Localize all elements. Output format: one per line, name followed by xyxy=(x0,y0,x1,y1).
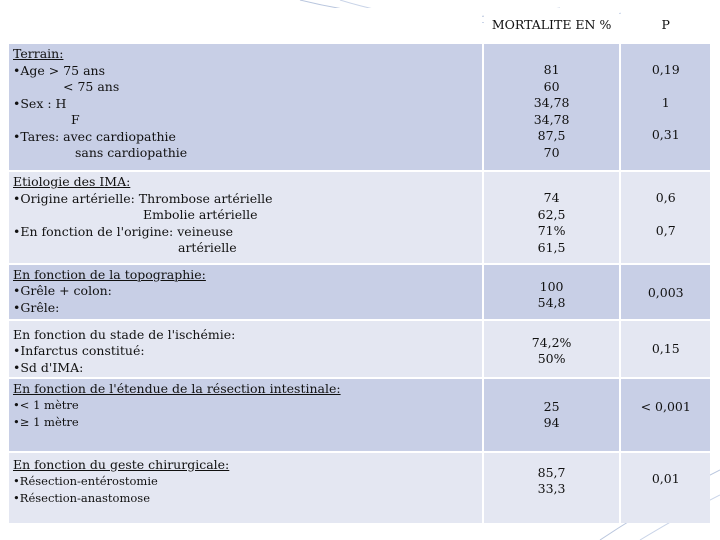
label-line: •Grêle: xyxy=(13,299,60,315)
value: 60 xyxy=(543,78,560,94)
label-line: < 75 ans xyxy=(63,79,120,95)
table-row xyxy=(9,44,710,170)
p-value: 0,003 xyxy=(647,284,684,300)
section-title: Terrain: xyxy=(13,46,64,62)
value: 50% xyxy=(537,351,566,367)
row-label xyxy=(9,172,482,262)
p-value: 0,19 xyxy=(651,62,680,78)
label-line: •Sex : H xyxy=(13,95,67,111)
label-line: F xyxy=(71,112,80,128)
section-title: En fonction du geste chirurgicale: xyxy=(13,456,230,472)
label-line: •Résection-entérostomie xyxy=(13,474,158,489)
mortality-values xyxy=(484,172,620,262)
mortality-values xyxy=(484,44,620,170)
label-line: Embolie artérielle xyxy=(143,207,258,223)
label-line: •≥ 1 mètre xyxy=(13,414,79,429)
p-values xyxy=(621,453,710,523)
p-value: 0,6 xyxy=(655,190,676,206)
section-title: En fonction de l'étendue de la résection intestinale: xyxy=(13,380,341,396)
value: 85,7 xyxy=(537,464,566,480)
header-p: P xyxy=(621,8,710,42)
label-line: •Résection-anastomose xyxy=(13,490,151,505)
p-values xyxy=(621,321,710,377)
row-label xyxy=(9,379,482,451)
table-row xyxy=(9,379,710,451)
value: 87,5 xyxy=(537,128,566,144)
mortality-values xyxy=(484,321,620,377)
p-value: 0,31 xyxy=(651,127,680,143)
header-mortality: MORTALITE EN % xyxy=(484,8,620,42)
p-value: 0,15 xyxy=(651,340,680,356)
label-line: •Grêle + colon: xyxy=(13,283,112,299)
label-line: •< 1 mètre xyxy=(13,398,79,413)
value: 34,78 xyxy=(533,111,570,127)
mortality-table xyxy=(7,6,712,525)
value: 70 xyxy=(543,144,560,160)
value: 94 xyxy=(543,415,560,431)
table-row xyxy=(9,265,710,319)
row-label xyxy=(9,453,482,523)
table-row xyxy=(9,453,710,523)
label-line: •En fonction de l'origine: veineuse xyxy=(13,223,234,239)
table-header-row xyxy=(9,8,710,42)
table-row xyxy=(9,321,710,377)
value: 62,5 xyxy=(537,206,566,222)
p-value: 1 xyxy=(661,94,670,110)
header-empty-cell xyxy=(9,8,482,42)
p-values xyxy=(621,44,710,170)
section-title: En fonction du stade de l'ischémie: xyxy=(13,326,236,342)
table-row xyxy=(9,172,710,262)
value: 100 xyxy=(539,278,564,294)
value: 71% xyxy=(537,223,566,239)
p-value: < 0,001 xyxy=(640,398,691,414)
mortality-values xyxy=(484,379,620,451)
value: 54,8 xyxy=(537,295,566,311)
label-line: sans cardiopathie xyxy=(75,145,188,161)
mortality-values xyxy=(484,265,620,319)
p-values xyxy=(621,265,710,319)
p-value: 0,01 xyxy=(651,470,680,486)
label-line: •Origine artérielle: Thrombose artérielle xyxy=(13,190,273,206)
value: 74,2% xyxy=(531,334,572,350)
value: 61,5 xyxy=(537,239,566,255)
p-values xyxy=(621,172,710,262)
value: 81 xyxy=(543,62,560,78)
value: 34,78 xyxy=(533,95,570,111)
label-line: •Tares: avec cardiopathie xyxy=(13,128,176,144)
section-title: Etiologie des IMA: xyxy=(13,174,131,190)
value: 33,3 xyxy=(537,481,566,497)
row-label xyxy=(9,321,482,377)
value: 25 xyxy=(543,398,560,414)
mortality-values xyxy=(484,453,620,523)
p-values xyxy=(621,379,710,451)
label-line: •Infarctus constitué: xyxy=(13,343,145,359)
section-title: En fonction de la topographie: xyxy=(13,266,206,282)
label-line: •Age > 75 ans xyxy=(13,62,106,78)
p-value: 0,7 xyxy=(655,222,676,238)
label-line: •Sd d'IMA: xyxy=(13,359,84,375)
row-label xyxy=(9,265,482,319)
value: 74 xyxy=(543,190,560,206)
label-line: artérielle xyxy=(178,240,237,256)
row-label xyxy=(9,44,482,170)
